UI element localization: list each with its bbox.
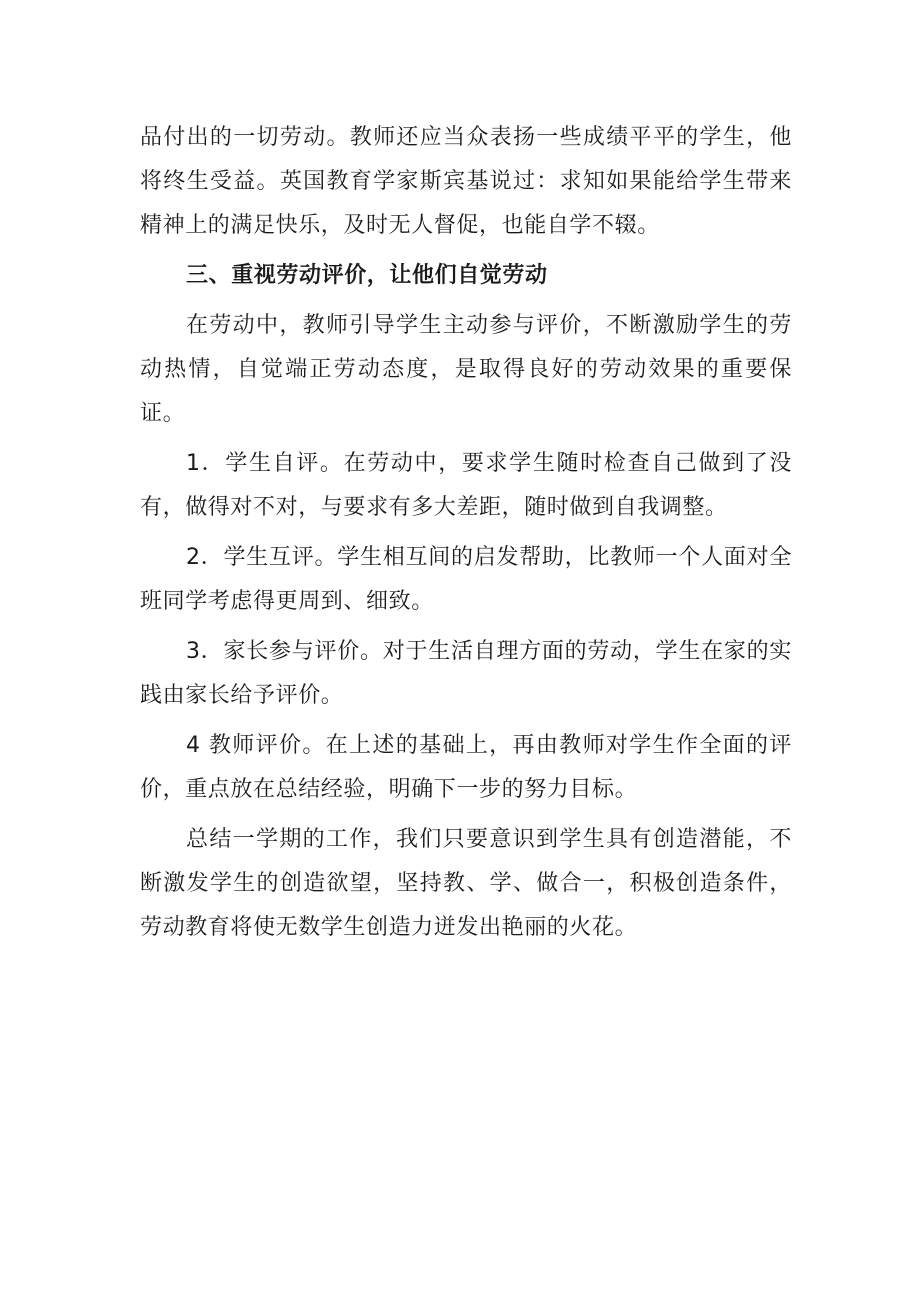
paragraph-evaluation-intro: 在劳动中，教师引导学生主动参与评价，不断激励学生的劳动热情，自觉端正劳动态度，是取得良好的劳动效果的重要保证。 xyxy=(140,313,792,426)
document-page xyxy=(140,116,792,950)
paragraph-teacher-evaluation: 4 教师评价。在上述的基础上，再由教师对学生作全面的评价，重点放在总结经验，明确下一步的努力目标。 xyxy=(140,733,792,802)
section-heading-3: 三、重视劳动评价，让他们自觉劳动 xyxy=(186,263,548,288)
paragraph-summary: 总结一学期的工作，我们只要意识到学生具有创造潜能，不断激发学生的创造欲望，坚持教、学、做合一，积极创造条件，劳动教育将使无数学生创造力迸发出艳丽的火花。 xyxy=(140,827,792,940)
paragraph-continuation: 品付出的一切劳动。教师还应当众表扬一些成绩平平的学生，他将终生受益。英国教育学家斯宾基说过：求知如果能给学生带来精神上的满足快乐，及时无人督促，也能自学不辍。 xyxy=(140,125,792,238)
paragraph-parent-evaluation: 3．家长参与评价。对于生活自理方面的劳动，学生在家的实践由家长给予评价。 xyxy=(140,639,792,708)
paragraph-self-evaluation: 1．学生自评。在劳动中，要求学生随时检查自己做到了没有，做得对不对，与要求有多大差距，随时做到自我调整。 xyxy=(140,451,792,520)
paragraph-peer-evaluation: 2．学生互评。学生相互间的启发帮助，比教师一个人面对全班同学考虑得更周到、细致。 xyxy=(140,545,792,614)
